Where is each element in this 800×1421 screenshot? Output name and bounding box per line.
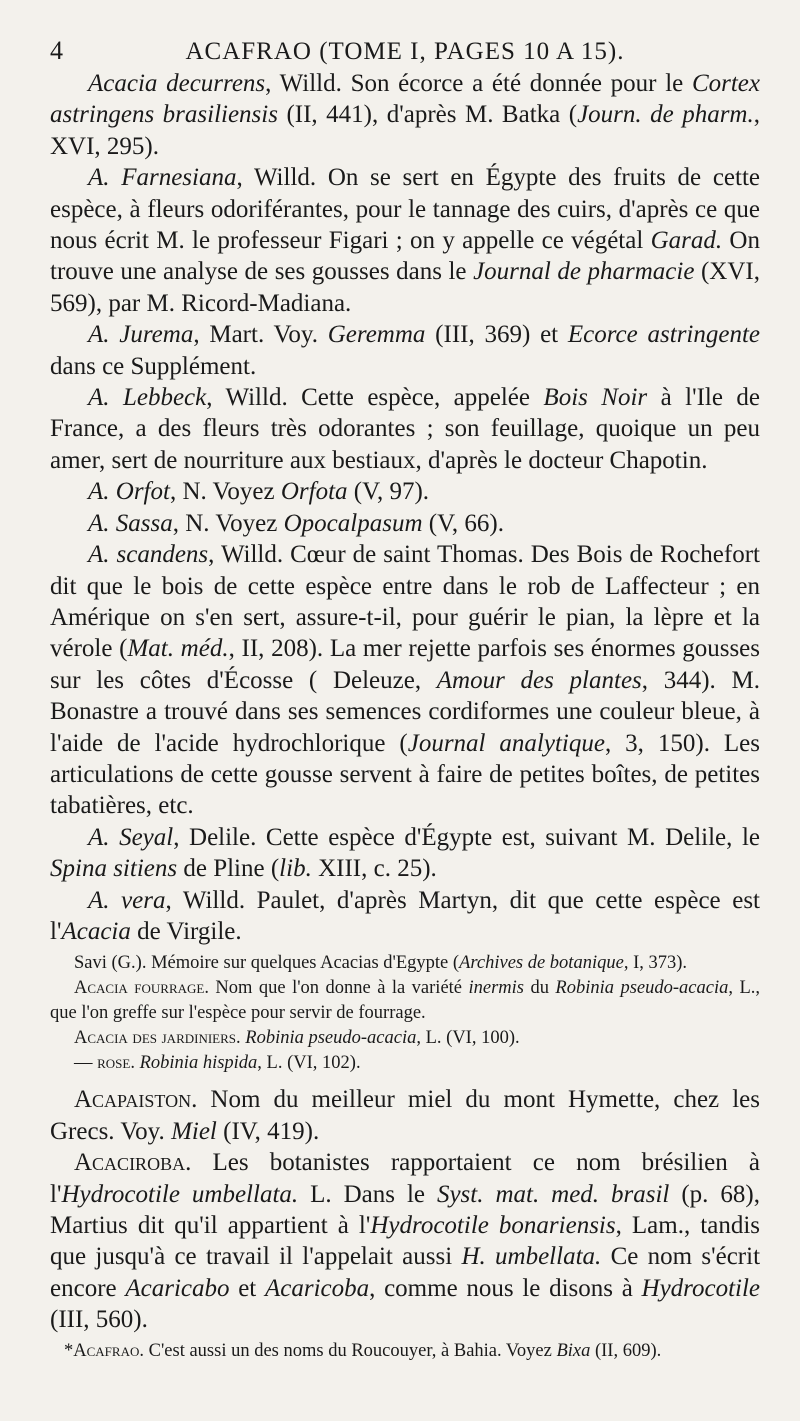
text-run: Savi (G.). Mémoire sur quelques Acacias d'Egypte ( (74, 953, 460, 974)
text-run: Mat. méd. (127, 635, 229, 663)
text-run: , L. (VI, 102). (257, 1053, 361, 1074)
text-run: , Mart. Voy. (193, 321, 328, 349)
text-run: , N. Voyez (169, 478, 281, 506)
running-title: ACAFRAO (TOME I, PAGES 10 A 15). (185, 38, 625, 65)
entry-jurema (50, 319, 760, 382)
lower-entries (50, 1084, 760, 1335)
text-run: (II, 609). (590, 1340, 662, 1361)
page-number: 4 (50, 36, 64, 65)
text-run: Robinia pseudo-acacia (555, 978, 729, 999)
main-entries (50, 68, 760, 947)
text-run: et (229, 1274, 265, 1302)
text-run: , Willd. On se sert en Égypte des fruits de cette espèce, à fleurs odoriférantes, pour le tannage des cuirs, d'après ce que nous écrit M. le professeur Figari ; on y appelle ce végétal (50, 164, 760, 255)
text-run: * (64, 1340, 74, 1361)
text-run: , N. Voyez (172, 509, 284, 537)
text-run: On trouve une analyse de ses gousses dans le (50, 227, 760, 286)
text-run: , comme nous le disons à (369, 1274, 642, 1302)
text-run: Hydrocotile (641, 1274, 761, 1302)
entry-acacia-jardiniers (50, 1026, 760, 1051)
text-run: A. Orfot (88, 478, 170, 506)
text-run: A. Jurema (88, 321, 194, 349)
text-run: , Willd. Paulet, d'après Martyn, dit que cette espèce est l' (50, 886, 760, 945)
text-run: , Willd. Cœur de saint Thomas. Des Bois de Rochefort dit que le bois de cette espèce entre dans le rob de Laffecteur ; en Amérique on s'en sert, assure-t-il, pour guérir le pian, la lèpre et la vérole ( (50, 541, 760, 663)
text-run: Opocalpasum (283, 509, 423, 537)
entry-acacia-rose (50, 1051, 760, 1076)
text-run: Miel (171, 1117, 217, 1145)
text-run: Nom que l'on donne à la variété (208, 978, 469, 999)
text-run: A. Farnesiana (88, 164, 237, 192)
text-run: A. scandens (88, 541, 209, 569)
text-run: , 344). M. Bonastre a trouvé dans ses semences cordiformes une couleur bleue, à l'aide de l'acide hydrochlorique ( (50, 666, 760, 757)
text-run: inermis (468, 978, 524, 999)
text-run: Bixa (556, 1340, 591, 1361)
text-run: , Delile. Cette espèce d'Égypte est, suivant M. Delile, le (173, 823, 760, 851)
footnote-acafrao (50, 1338, 760, 1364)
entry-acapaiston (50, 1084, 760, 1147)
text-run: Acacia decurrens (88, 70, 266, 97)
text-run: XIII, c. 25). (311, 855, 437, 883)
text-run: (p. 68), Martius dit qu'il appartient à l' (50, 1180, 760, 1239)
text-run: (III, 560). (50, 1306, 148, 1334)
text-run: Robinia hispida (139, 1053, 258, 1074)
text-run: , I, 373). (623, 953, 688, 974)
text-run: A. Lebbeck (88, 384, 207, 412)
entry-orfot (50, 476, 760, 507)
text-run: A. Seyal (88, 823, 174, 851)
text-run: Archives de botanique (459, 953, 624, 974)
text-run: Geremma (327, 321, 426, 349)
text-run: Nom du meilleur miel du mont Hymette, chez les Grecs. Voy. (50, 1086, 760, 1145)
text-run: Ecorce astringente (567, 321, 761, 349)
entry-acacia-fourrage (50, 976, 760, 1026)
text-run: (XVI, 569), par M. Ricord-Madiana. (50, 258, 760, 317)
text-run: L. Dans le (298, 1180, 437, 1208)
text-run: du (523, 978, 556, 999)
text-run: Orfota (280, 478, 348, 506)
entry-sassa (50, 508, 760, 539)
text-run: (III, 369) et (425, 321, 568, 349)
text-run: , L., que l'on greffe sur l'espèce pour servir de fourrage. (50, 978, 761, 1024)
text-run: A. vera (88, 886, 166, 914)
text-run: Acaricabo (125, 1274, 230, 1302)
text-run: Acacia des jardiniers. (74, 1028, 241, 1049)
text-run: Journ. de pharm. (577, 101, 754, 129)
text-run: Journal analytique (407, 729, 605, 757)
text-run: H. umbellata. (461, 1243, 602, 1271)
text-run: (II, 441), d'après M. Batka ( (277, 101, 578, 129)
text-run: Bois Noir (543, 384, 648, 412)
text-run: de Virgile. (130, 917, 242, 945)
text-run: Acaciroba. (74, 1149, 192, 1177)
text-run: Acaricoba (264, 1274, 370, 1302)
text-run: lib. (279, 855, 312, 883)
text-run: Spina sitiens (50, 855, 178, 883)
text-run: Robinia pseudo-acacia (245, 1028, 417, 1049)
text-run: C'est aussi un des noms du Roucouyer, à Bahia. Voyez (143, 1340, 557, 1361)
text-run: , Willd. Son écorce a été donnée pour le (265, 70, 692, 97)
text-run: rose. (97, 1053, 135, 1074)
entry-acaciroba (50, 1147, 760, 1335)
text-run: Hydrocotile bonariensis (370, 1212, 616, 1239)
entry-scandens (50, 539, 760, 822)
text-run: Acacia fourrage. (74, 978, 209, 999)
text-run: Les botanistes rapportaient ce nom brésilien à l' (50, 1149, 760, 1208)
text-run: , XVI, 295). (50, 101, 760, 160)
text-run: , Willd. Cette espèce, appelée (206, 384, 544, 412)
text-run: , L. (VI, 100). (416, 1028, 520, 1049)
entry-seyal (50, 822, 760, 885)
entry-savi (50, 951, 760, 976)
text-run: , 3, 150). Les articulations de cette gousse servent à faire de petites boîtes, de petites tabatières, etc. (50, 729, 760, 820)
text-run: dans ce Supplément. (50, 352, 257, 380)
text-run: Ce nom s'écrit encore (50, 1243, 761, 1302)
entry-farnesiana (50, 162, 760, 319)
text-run: Acacia (61, 917, 131, 945)
text-run: Journal de pharmacie (473, 258, 695, 286)
text-run: de Pline ( (177, 855, 280, 883)
entry-decurrens (50, 68, 760, 162)
text-run: , Lam., tandis que jusqu'à ce travail il l'appelait aussi (50, 1212, 760, 1271)
text-run: Amour des plantes (436, 666, 642, 694)
text-run: (IV, 419). (216, 1117, 320, 1145)
text-run: Hydrocotile umbellata. (61, 1180, 299, 1208)
text-run: à l'Ile de France, a des fleurs très odorantes ; son feuillage, quoique un peu amer, sert de nourriture aux bestiaux, d'après le docteur Chapotin. (50, 384, 761, 474)
text-run: , II, 208). La mer rejette parfois ses énormes gousses sur les côtes d'Écosse ( Deleuze, (50, 635, 761, 694)
text-run: (V, 66). (422, 509, 504, 537)
text-run: (V, 97). (347, 478, 430, 506)
text-run: Garad. (650, 227, 723, 255)
text-run: Acapaiston. (74, 1086, 198, 1114)
entry-vera (50, 885, 760, 948)
small-entries (50, 951, 760, 1076)
text-run: A. Sassa (88, 509, 173, 537)
text-run: — (74, 1053, 98, 1074)
text-run: Acafrao. (73, 1340, 144, 1361)
entry-lebbeck (50, 382, 760, 476)
text-run: Cortex astringens brasiliensis (50, 70, 760, 129)
text-run: Syst. mat. med. brasil (436, 1180, 670, 1208)
page-header (50, 36, 760, 66)
